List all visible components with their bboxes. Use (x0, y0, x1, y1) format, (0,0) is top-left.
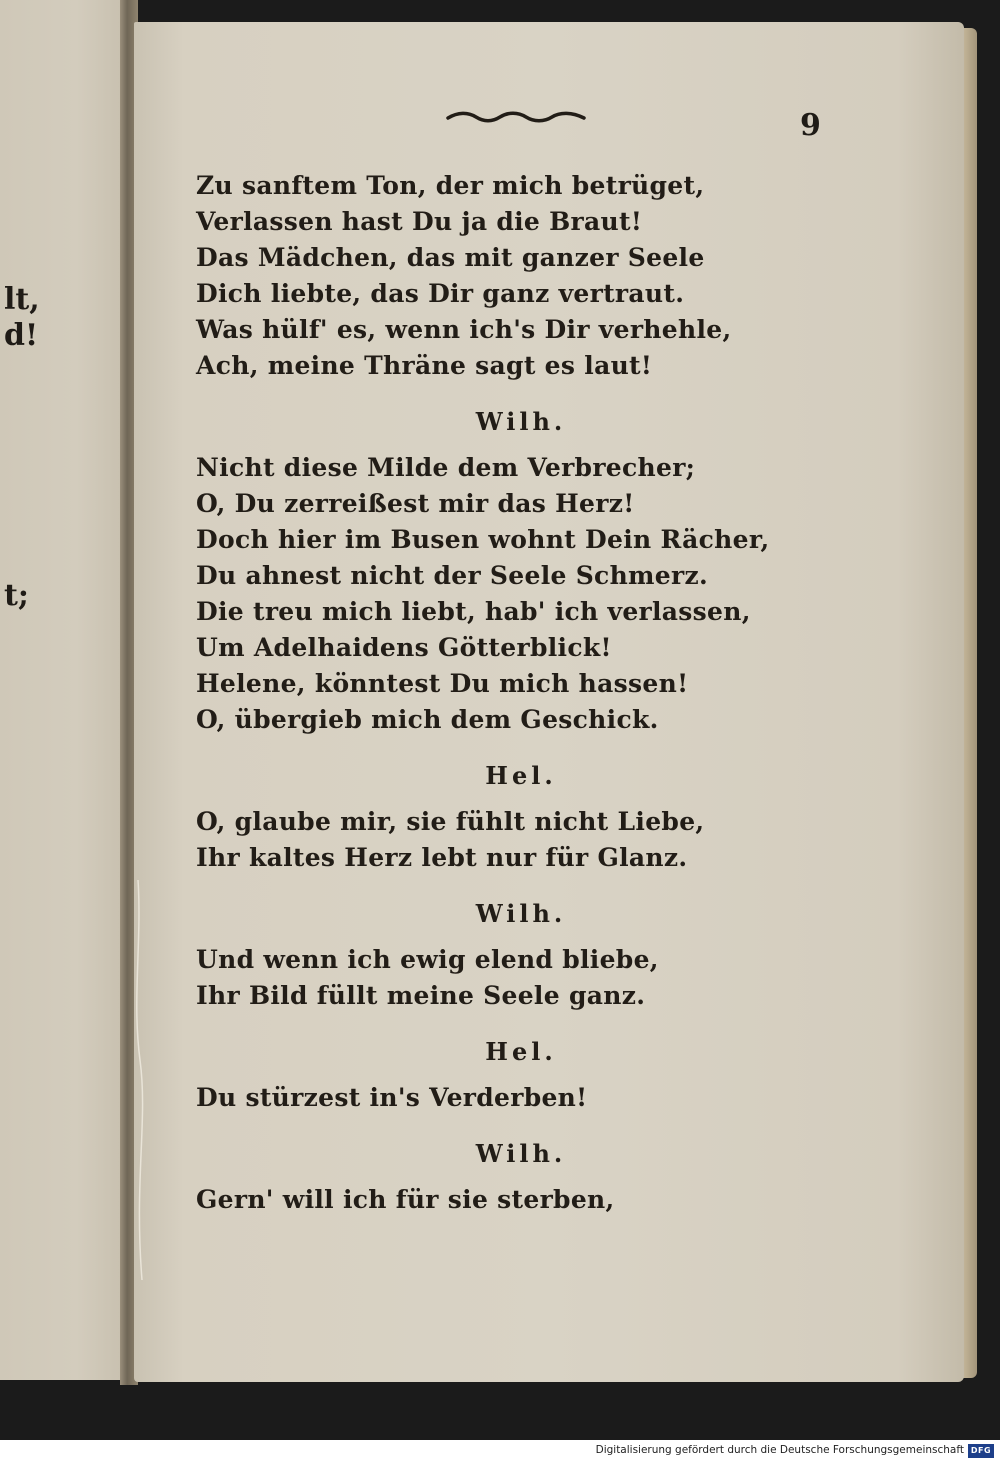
footer-bar (0, 1440, 1000, 1463)
verse-text (196, 168, 806, 1218)
speaker-label: Wilh. (475, 899, 567, 928)
verse-line: Doch hier im Busen wohnt Dein Rächer, (196, 525, 770, 554)
footer-credit: Digitalisierung gefördert durch die Deutsche Forschungsgemeinschaft (595, 1444, 964, 1456)
verse-line: Helene, könntest Du mich hassen! (196, 669, 689, 698)
binding-thread (128, 880, 158, 1280)
verse-line: Zu sanftem Ton, der mich betrüget, (196, 171, 705, 200)
speaker-label: Hel. (485, 761, 557, 790)
left-page-fragment: t; (4, 578, 29, 613)
verse-line: Die treu mich liebt, hab' ich verlassen, (196, 597, 751, 626)
verse-line: Verlassen hast Du ja die Braut! (196, 207, 643, 236)
verse-line: Gern' will ich für sie sterben, (196, 1185, 615, 1214)
previous-page-edge (0, 0, 128, 1380)
verse-line: Und wenn ich ewig elend bliebe, (196, 945, 659, 974)
dfg-logo: DFG (968, 1444, 994, 1458)
verse-line: O, glaube mir, sie fühlt nicht Liebe, (196, 807, 705, 836)
verse-line: Dich liebte, das Dir ganz vertraut. (196, 279, 685, 308)
speaker-label: Wilh. (475, 407, 567, 436)
verse-line: Ach, meine Thräne sagt es laut! (196, 351, 653, 380)
left-page-fragment: lt, (4, 282, 40, 317)
speaker-label: Hel. (485, 1037, 557, 1066)
left-page-fragment: d! (4, 318, 39, 353)
verse-line: O, übergieb mich dem Geschick. (196, 705, 659, 734)
speaker-label: Wilh. (475, 1139, 567, 1168)
verse-line: Du ahnest nicht der Seele Schmerz. (196, 561, 708, 590)
page-number: 9 (800, 108, 821, 143)
verse-line: O, Du zerreißest mir das Herz! (196, 489, 635, 518)
verse-line: Du stürzest in's Verderben! (196, 1083, 588, 1112)
verse-line: Ihr kaltes Herz lebt nur für Glanz. (196, 843, 688, 872)
verse-line: Was hülf' es, wenn ich's Dir verhehle, (196, 315, 732, 344)
verse-line: Um Adelhaidens Götterblick! (196, 633, 612, 662)
verse-line: Nicht diese Milde dem Verbrecher; (196, 453, 696, 482)
verse-line: Ihr Bild füllt meine Seele ganz. (196, 981, 646, 1010)
verse-line: Das Mädchen, das mit ganzer Seele (196, 243, 705, 272)
header-ornament (446, 110, 586, 124)
